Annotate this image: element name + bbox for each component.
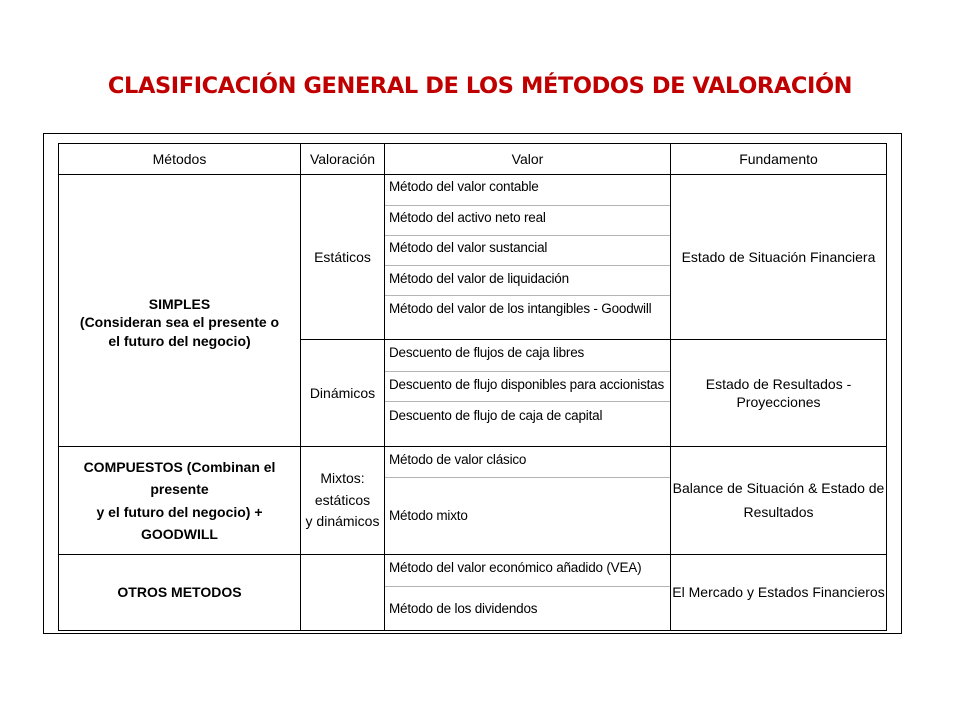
simples-label bbox=[58, 175, 300, 447]
method-valor-sustancial: Método del valor sustancial bbox=[385, 235, 670, 265]
method-valor-liquidacion: Método del valor de liquidación bbox=[385, 265, 670, 295]
compuestos-fundamento bbox=[670, 447, 887, 555]
dinamicos-valoracion: Dinámicos bbox=[300, 340, 384, 447]
method-flujos-caja-libres: Descuento de flujos de caja libres bbox=[389, 345, 585, 360]
otros-label: OTROS METODOS bbox=[58, 555, 300, 631]
simples-label-line1: SIMPLES bbox=[148, 296, 211, 313]
otros-fundamento: El Mercado y Estados Financieros bbox=[670, 555, 887, 631]
compuestos-label-line2: y el futuro del negocio) + GOODWILL bbox=[96, 503, 263, 542]
simples-label-line2: (Consideran sea el presente o bbox=[79, 314, 280, 331]
header-metodos: Métodos bbox=[58, 143, 300, 175]
estaticos-valoracion: Estáticos bbox=[300, 175, 384, 340]
method-flujo-caja-capital: Descuento de flujo de caja de capital bbox=[385, 401, 670, 446]
page-title: CLASIFICACIÓN GENERAL DE LOS MÉTODOS DE VALORACIÓN bbox=[107, 73, 853, 99]
dinamicos-fundamento: Estado de Resultados - Proyecciones bbox=[670, 340, 887, 447]
compuestos-valoracion-line2: estáticos bbox=[314, 491, 371, 508]
compuestos-valoracion bbox=[300, 447, 384, 555]
method-valor-intangibles: Método del valor de los intangibles - Goodwill bbox=[385, 295, 670, 339]
dinamicos-methods bbox=[384, 340, 670, 447]
method-dividendos: Método de los dividendos bbox=[385, 586, 670, 630]
header-valoracion: Valoración bbox=[300, 143, 384, 175]
compuestos-fundamento-line2: Resultados bbox=[743, 503, 814, 520]
compuestos-valoracion-line3: y dinámicos bbox=[305, 513, 380, 530]
compuestos-label bbox=[58, 447, 300, 555]
otros-valoracion bbox=[300, 555, 384, 631]
simples-label-line3: el futuro del negocio) bbox=[108, 332, 251, 349]
method-mixto: Método mixto bbox=[385, 477, 670, 554]
method-valor-clasico: Método de valor clásico bbox=[389, 452, 527, 467]
estaticos-fundamento: Estado de Situación Financiera bbox=[670, 175, 887, 340]
compuestos-valoracion-line1: Mixtos: bbox=[320, 469, 365, 486]
otros-methods bbox=[384, 555, 670, 631]
method-valor-economico-anadido: Método del valor económico añadido (VEA) bbox=[389, 560, 642, 575]
method-valor-contable: Método del valor contable bbox=[389, 179, 539, 194]
header-fundamento: Fundamento bbox=[670, 143, 887, 175]
header-valor: Valor bbox=[384, 143, 670, 175]
method-activo-neto-real: Método del activo neto real bbox=[385, 205, 670, 235]
compuestos-fundamento-line1: Balance de Situación & Estado de bbox=[672, 480, 885, 497]
estaticos-methods bbox=[384, 175, 670, 340]
compuestos-label-line1: COMPUESTOS (Combinan el presente bbox=[83, 458, 276, 498]
method-flujo-accionistas: Descuento de flujo disponibles para accionistas bbox=[385, 371, 670, 401]
compuestos-methods bbox=[384, 447, 670, 555]
